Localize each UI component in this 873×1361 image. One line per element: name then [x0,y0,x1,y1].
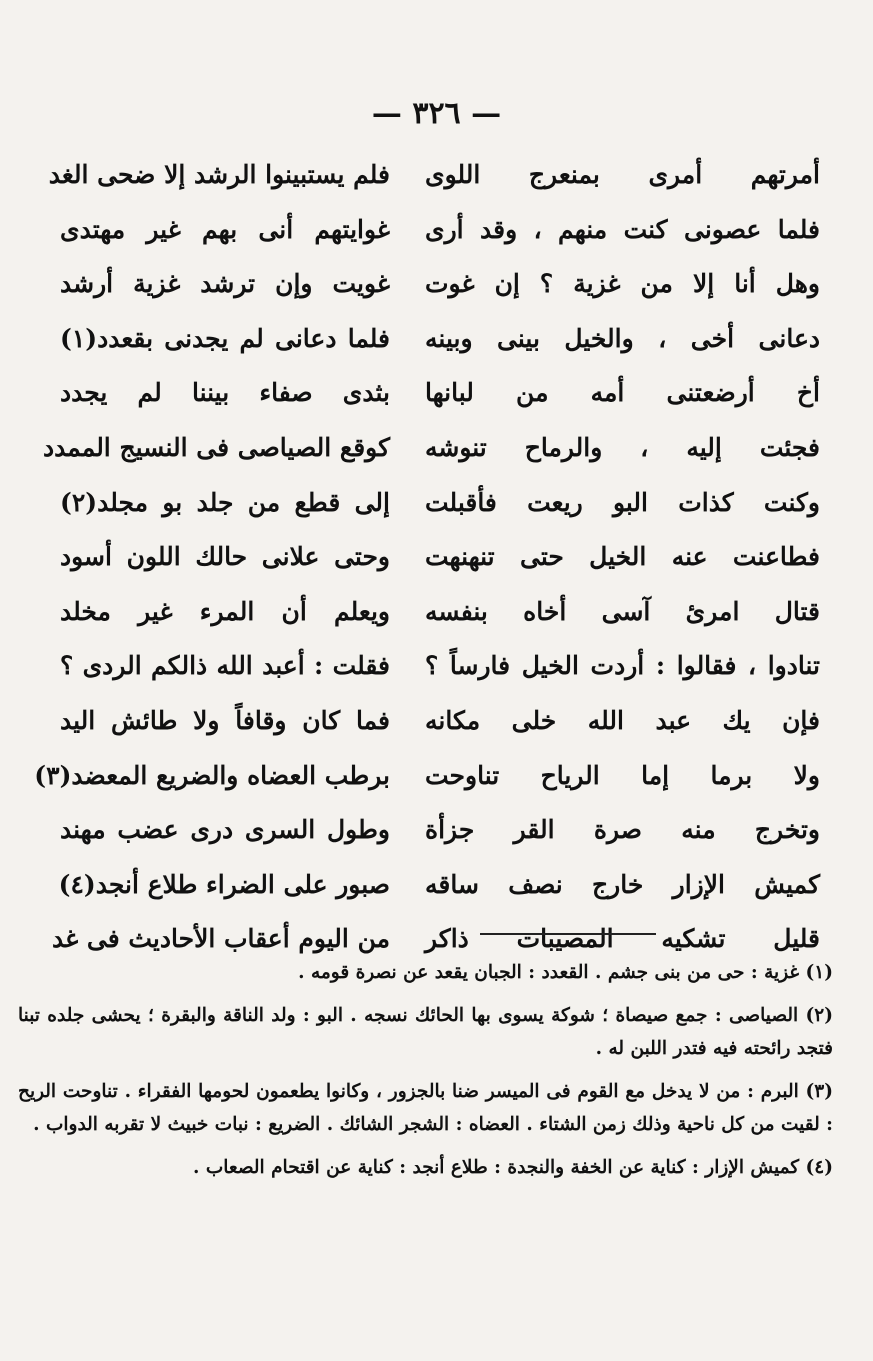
verse-first-hemistich: كميش الإزار خارج نصف ساقه [425,869,820,899]
verse-second-hemistich: من اليوم أعقاب الأحاديث فى غد [51,924,390,954]
verse-line [48,150,820,205]
verse-first-hemistich: أمرتهم أمرى بمنعرج اللوى [425,160,820,189]
verse-first-hemistich: ولا برما إما الرياح تناوحت [425,760,820,790]
verse-line [60,532,820,587]
verse-second-hemistich: وحتى علانى حالك اللون أسود [60,542,390,572]
verse-line [60,587,820,642]
verse-second-hemistich: صبور على الضراء طلاع أنجد(٤) [58,869,390,899]
verse-first-hemistich: وكنت كذات البو ريعت فأقبلت [425,487,820,517]
verse-second-hemistich: غوايتهم أنى بهم غير مهتدى [60,214,390,244]
footnote: (١) غزية : حى من بنى جشم . القعدد : الجبان يقعد عن نصرة قومه . [298,962,833,983]
verse-first-hemistich: فجئت إليه ، والرماح تنوشه [425,432,820,462]
verse-first-hemistich: وتخرج منه صرة القر جزأة [425,815,820,845]
verse-first-hemistich: أخ أرضعتنى أمه من لبانها [425,378,820,408]
verse-second-hemistich: فلم يستبينوا الرشد إلا ضحى الغد [48,160,390,189]
verse-first-hemistich: فإن يك عبد الله خلى مكانه [425,705,820,735]
verse-second-hemistich: إلى قطع من جلد بو مجلد(٢) [60,487,390,517]
verse-second-hemistich: برطب العضاه والضريع المعضد(٣) [34,760,390,790]
verse-second-hemistich: فقلت : أعبد الله ذالكم الردى ؟ [60,651,390,681]
verse-first-hemistich: دعانى أخى ، والخيل بينى وبينه [425,323,820,353]
verse-line [60,696,820,751]
verse-first-hemistich: فطاعنت عنه الخيل حتى تنهنهت [425,542,820,572]
footnote: (٤) كميش الإزار : كناية عن الخفة والنجدة : طلاع أنجد : كناية عن اقتحام الصعاب . [192,1157,833,1178]
footnotes [18,956,833,1194]
verse-first-hemistich: قتال امرئ آسى أخاه بنفسه [425,596,820,626]
poem [34,150,820,969]
verse-line [60,314,820,369]
verse-line [60,205,820,260]
verse-second-hemistich: فلما دعانى لم يجدنى بقعدد(١) [60,323,390,353]
verse-line [60,805,820,860]
verse-line [60,368,820,423]
footnote: (٢) الصياصى : جمع صيصاة ؛ شوكة يسوى بها الحائك نسجه . البو : ولد الناقة والبقرة ؛ يحشى جلده تبنا فتجد رائحته فيه فتدر اللبن له . [18,1005,833,1059]
verse-line [60,860,820,915]
verse-first-hemistich: وهل أنا إلا من غزية ؟ إن غوت [425,269,820,299]
verse-first-hemistich: قليل تشكيه المصيبات ذاكر [425,924,820,954]
verse-line [60,478,820,533]
footnote: (٣) البرم : من لا يدخل مع القوم فى الميسر ضنا بالجزور ، وكانوا يطعمون لحومها الفقراء . تناوحت الريح : لقيت من كل ناحية وذلك زمن الشتاء . العضاه : الشجر الشائك . الضريع : نبات خبيث لا تقربه الدواب . [18,1081,833,1135]
verse-second-hemistich: كوقع الصياصى فى النسيج الممدد [43,432,390,462]
verse-second-hemistich: فما كان وقافاً ولا طائش اليد [60,705,390,735]
verse-line [34,751,820,806]
page-number: — ٣٢٦ — [371,96,502,131]
verse-first-hemistich: فلما عصونى كنت منهم ، وقد أرى [425,214,820,244]
verse-first-hemistich: تنادوا ، فقالوا : أردت الخيل فارساً ؟ [425,651,820,681]
verse-line [60,259,820,314]
footnote-separator [480,933,656,935]
verse-second-hemistich: وطول السرى درى عضب مهند [60,815,390,845]
verse-line [43,423,820,478]
verse-second-hemistich: غويت وإن ترشد غزية أرشد [60,269,390,299]
verse-second-hemistich: بثدى صفاء بيننا لم يجدد [60,378,390,408]
verse-line [60,641,820,696]
verse-second-hemistich: ويعلم أن المرء غير مخلد [60,596,390,626]
